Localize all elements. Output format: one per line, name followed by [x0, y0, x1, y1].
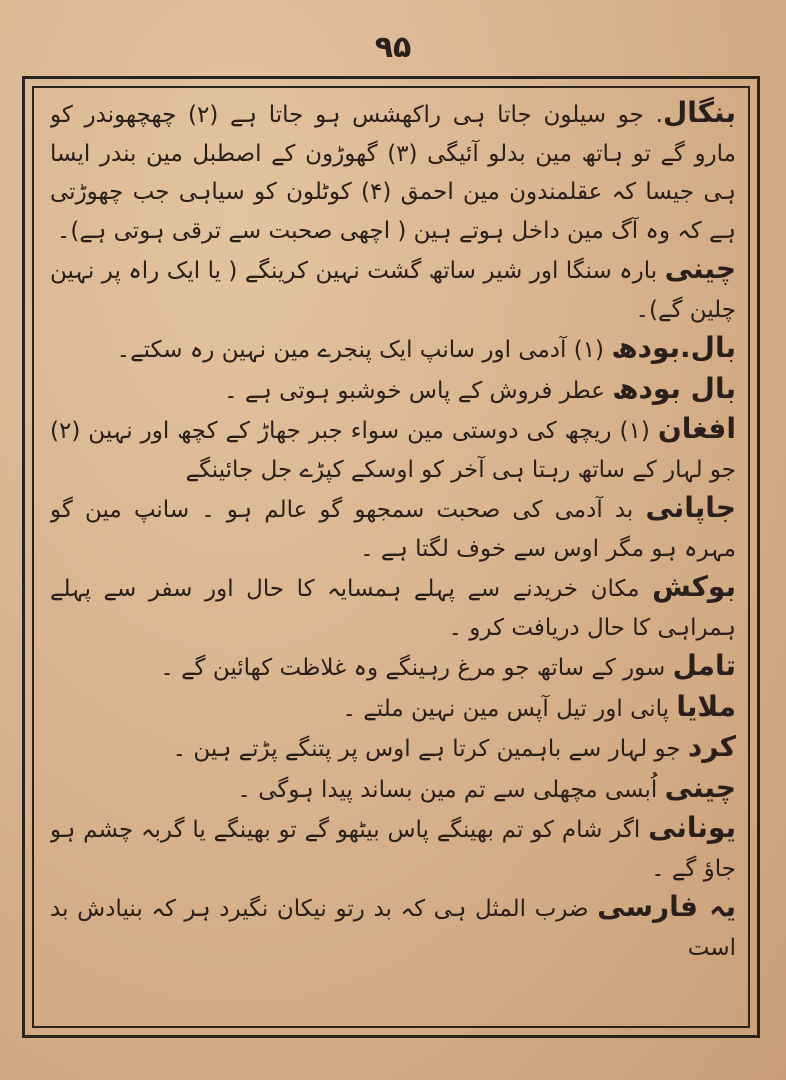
paragraph-kurd: [50, 728, 736, 769]
paragraph-bengal: [50, 94, 736, 250]
text-body: [50, 94, 736, 1020]
paragraph-persian: [50, 888, 736, 967]
paragraph-malaya: [50, 688, 736, 729]
lead-word: چینی: [664, 770, 736, 804]
lead-word: بال.بودھ: [611, 331, 736, 364]
paragraph-afghan: [50, 410, 736, 489]
paragraph-text: اُبسی مچھلی سے تم مین بساند پیدا ہوگی ۔: [237, 776, 665, 803]
lead-word: ملایا: [676, 689, 736, 723]
paragraph-text: جو لہار سے باہمین کرتا ہے اوس پر پتنگے پڑتے ہین ۔: [172, 736, 688, 762]
paragraph-japanese: [50, 489, 736, 568]
paragraph-text: ضرب المثل ہی کہ بد رتو نیکان نگیرد ہر کہ بنیادش بد است: [50, 896, 736, 961]
lead-word: یونانی: [648, 811, 736, 844]
lead-word: بنگال: [662, 96, 736, 129]
paragraph-chinese-1: [50, 250, 736, 329]
lead-word: جاپانی: [645, 491, 736, 524]
lead-word: بال بودھ: [612, 371, 736, 405]
paragraph-text: اگر شام کو تم بھینگے پاس بیٹھو گے تو بھینگے یا گربہ چشم ہو جاؤ گے ۔: [50, 817, 736, 882]
paragraph-bal-bodh-1: [50, 329, 736, 370]
lead-word: تامل: [672, 649, 736, 682]
paragraph-text: عطر فروش کے پاس خوشبو ہوتی ہے ۔: [224, 377, 613, 404]
paragraph-greek: [50, 809, 736, 888]
paragraph-text: مکان خریدنے سے پہلے ہمسایہ کا حال اور سفر سے پہلے ہمراہی کا حال دریافت کرو ۔: [50, 576, 736, 641]
paragraph-tamil: [50, 647, 736, 688]
page-number: ۹۵: [374, 30, 412, 65]
lead-word: یہ فارسی: [597, 890, 736, 923]
paragraph-chinese-2: [50, 769, 736, 810]
lead-word: چینی: [664, 252, 736, 285]
paragraph-text: بد آدمی کی صحبت سمجھو گو عالم ہو ۔ سانپ مین گو مہرہ ہو مگر اوس سے خوف لگتا ہے ۔: [50, 497, 736, 562]
lead-word: افغان: [657, 412, 736, 445]
paragraph-text: سور کے ساتھ جو مرغ رہینگے وہ غلاظت کھائین گے ۔: [160, 655, 673, 681]
paragraph-bokash: [50, 568, 736, 647]
paragraph-text: پانی اور تیل آپس مین نہین ملتے ۔: [342, 695, 677, 722]
lead-word: کرد: [687, 730, 736, 763]
paragraph-text: . جو سیلون جاتا ہی راکھشس ہو جاتا ہے (۲) چھچھوندر کو مارو گے تو ہاتھ مین بدلو آئیگی (۳) گھوڑون کے اصطبل مین بندر ایسا ہی جیسا کہ عقلمندون مین احمق (۴) کوٹلون کو سیاہی جب چھوڑتی ہے کہ وہ آگ مین داخل ہوتے ہین ( اچھی صحبت سے ترقی ہوتی ہے)۔: [50, 102, 736, 244]
paragraph-text: (۱) ریچھ کی دوستی مین سواء جبر جھاڑ کے کچھ اور نہین (۲) جو لہار کے ساتھ رہتا ہی آخر کو اوسکے کپڑے جل جائینگے: [50, 418, 736, 483]
paragraph-bal-bodh-2: [50, 370, 736, 411]
paragraph-text: بارہ سنگا اور شیر ساتھ گشت نہین کرینگے ( یا ایک راہ پر نہین چلین گے)۔: [50, 258, 736, 323]
paragraph-text: (۱) آدمی اور سانپ ایک پنجرے مین نہین رہ سکتے۔: [116, 337, 612, 363]
lead-word: بوکش: [652, 570, 736, 603]
